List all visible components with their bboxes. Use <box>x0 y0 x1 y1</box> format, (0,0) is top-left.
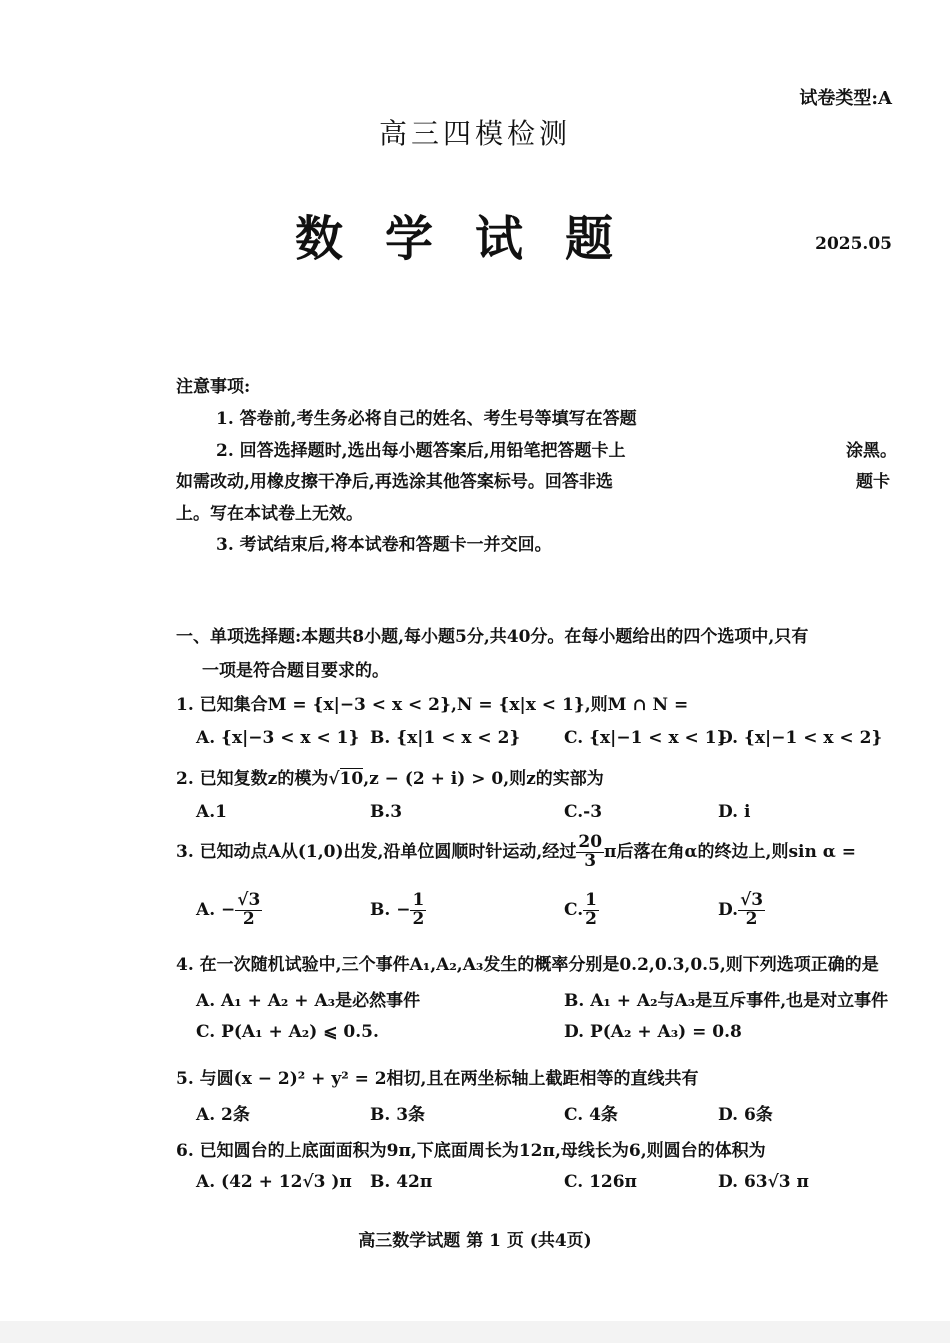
notice-line-3a: 如需改动,用橡皮擦干净后,再选涂其他答案标号。回答非选 <box>176 472 613 492</box>
question-3-fraction <box>576 834 604 871</box>
subject-title: 数学试题 <box>294 211 655 267</box>
radical-sign: √ <box>328 769 340 789</box>
paper-type-label: 试卷类型:A <box>799 88 892 109</box>
question-4-option-d: D. P(A₂ + A₃) = 0.8 <box>564 1022 742 1042</box>
question-2-option-a: A.1 <box>196 802 227 822</box>
question-2-stem <box>176 764 604 789</box>
question-1-option-d: D. {x|−1 < x < 2} <box>718 728 883 748</box>
question-1-option-c: C. {x|−1 < x < 1} <box>564 728 728 748</box>
question-3-stem-a: 3. 已知动点A从(1,0)出发,沿单位圆顺时针运动,经过 <box>176 841 577 862</box>
section-1-heading-cont: 一项是符合题目要求的。 <box>202 661 389 681</box>
question-1-option-a: A. {x|−3 < x < 1} <box>196 728 360 748</box>
question-3-stem-b: π后落在角α的终边上,则sin α = <box>604 841 857 862</box>
question-5-option-c: C. 4条 <box>564 1105 618 1125</box>
question-6-option-c: C. 126π <box>564 1172 637 1192</box>
question-2-option-c: C.-3 <box>564 802 603 822</box>
notice-line-5: 3. 考试结束后,将本试卷和答题卡一并交回。 <box>216 535 552 555</box>
fraction-numerator: 20 <box>578 832 603 852</box>
question-2-option-b: B.3 <box>370 802 403 822</box>
question-4-option-a: A. A₁ + A₂ + A₃是必然事件 <box>196 991 421 1011</box>
question-5-option-b: B. 3条 <box>370 1105 426 1125</box>
scan-bottom-edge <box>0 1321 950 1343</box>
question-2-stem-b: ,z − (2 + i) > 0,则z的实部为 <box>363 769 604 789</box>
notice-line-1: 1. 答卷前,考生务必将自己的姓名、考生号等填写在答题 <box>216 409 637 429</box>
option-d-denominator: 2 <box>745 908 758 929</box>
exam-date: 2025.05 <box>815 234 892 254</box>
option-d-prefix: D. <box>718 899 739 920</box>
option-b-fraction <box>410 892 426 929</box>
question-6-option-b: B. 42π <box>370 1172 433 1192</box>
option-b-prefix: B. − <box>370 899 411 920</box>
notice-line-2b: 涂黑。 <box>846 441 897 461</box>
question-3-option-d <box>718 892 765 929</box>
question-5-option-a: A. 2条 <box>196 1105 250 1125</box>
option-b-denominator: 2 <box>412 908 425 929</box>
question-3-stem <box>176 834 856 871</box>
question-1-stem: 1. 已知集合M = {x|−3 < x < 2},N = {x|x < 1},则M ∩ N = <box>176 695 689 715</box>
question-6-stem: 6. 已知圆台的上底面面积为9π,下底面周长为12π,母线长为6,则圆台的体积为 <box>176 1141 766 1161</box>
fraction-denominator: 3 <box>584 850 597 871</box>
question-3-option-a <box>196 892 262 929</box>
question-4-stem: 4. 在一次随机试验中,三个事件A₁,A₂,A₃发生的概率分别是0.2,0.3,0.5,则下列选项正确的是 <box>176 955 879 975</box>
option-c-numerator: 1 <box>585 890 597 910</box>
question-3-option-b <box>370 892 426 929</box>
option-a-denominator: 2 <box>242 908 255 929</box>
option-a-numerator: √3 <box>237 890 261 910</box>
question-5-stem: 5. 与圆(x − 2)² + y² = 2相切,且在两坐标轴上截距相等的直线共有 <box>176 1069 699 1089</box>
question-3-option-c <box>564 892 599 929</box>
section-1-heading: 一、单项选择题:本题共8小题,每小题5分,共40分。在每小题给出的四个选项中,只有 <box>176 627 809 647</box>
question-5-option-d: D. 6条 <box>718 1105 773 1125</box>
option-d-numerator: √3 <box>740 890 764 910</box>
notice-line-4: 上。写在本试卷上无效。 <box>176 504 363 524</box>
notice-line-2a: 2. 回答选择题时,选出每小题答案后,用铅笔把答题卡上 <box>216 441 626 461</box>
option-c-denominator: 2 <box>585 908 597 929</box>
option-c-prefix: C. <box>564 899 584 920</box>
notice-line-3b: 题卡 <box>856 472 890 492</box>
question-1-option-b: B. {x|1 < x < 2} <box>370 728 521 748</box>
question-2-option-d: D. i <box>718 802 751 822</box>
question-6-option-d: D. 63√3 π <box>718 1172 809 1192</box>
option-c-fraction <box>583 892 599 929</box>
option-a-prefix: A. − <box>196 899 236 920</box>
page-footer: 高三数学试题 第 1 页 (共4页) <box>358 1231 592 1251</box>
option-a-fraction <box>235 892 262 929</box>
question-4-option-b: B. A₁ + A₂与A₃是互斥事件,也是对立事件 <box>564 991 889 1011</box>
question-2-radicand: 10 <box>339 769 364 789</box>
question-4-option-c: C. P(A₁ + A₂) ⩽ 0.5. <box>196 1022 379 1042</box>
option-b-numerator: 1 <box>412 890 425 910</box>
option-d-fraction <box>738 892 765 929</box>
question-2-stem-a: 2. 已知复数z的模为 <box>176 769 329 789</box>
question-6-option-a: A. (42 + 12√3 )π <box>196 1172 352 1192</box>
notice-title: 注意事项: <box>176 377 251 397</box>
exam-title: 高三四模检测 <box>378 117 571 150</box>
